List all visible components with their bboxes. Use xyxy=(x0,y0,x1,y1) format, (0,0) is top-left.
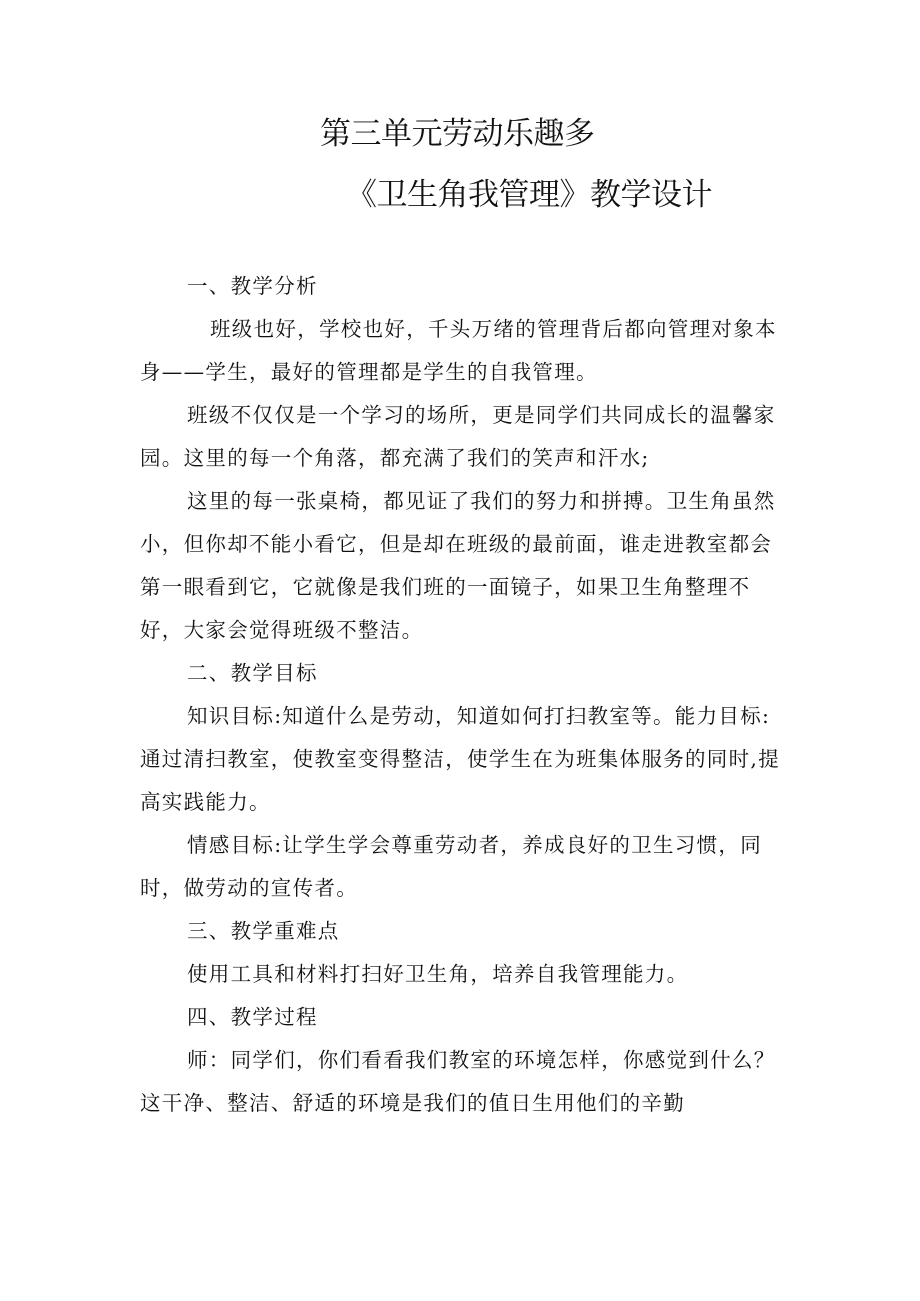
document-title-line-1: 第三单元劳动乐趣多 xyxy=(320,116,595,152)
paragraph: 这里的每一张桌椅，都见证了我们的努力和拼搏。卫生角虽然小，但你却不能小看它，但是却在班级的最前面，谁走进教室都会第一眼看到它，它就像是我们班的一面镜子，如果卫生角整理不好，大家会觉得班级不整洁。 xyxy=(140,489,776,642)
paragraph: 知识目标:知道什么是劳动，知道如何打扫教室等。能力目标:通过清扫教室，使教室变得整洁，使学生在为班集体服务的同时,提高实践能力。 xyxy=(140,704,781,814)
section-heading-process: 四、教学过程 xyxy=(187,1005,318,1029)
paragraph: 使用工具和材料打扫好卫生角，培养自我管理能力。 xyxy=(187,962,689,986)
paragraph: 班级也好，学校也好，千头万绪的管理背后都向管理对象本身——学生，最好的管理都是学生的自我管理。 xyxy=(140,317,777,384)
paragraph: 情感目标:让学生学会尊重劳动者，养成良好的卫生习惯，同时，做劳动的宣传者。 xyxy=(140,833,763,900)
section-heading-objectives: 二、教学目标 xyxy=(187,661,318,685)
paragraph: 师：同学们，你们看看我们教室的环境怎样，你感觉到什么？这干净、整洁、舒适的环境是我们的值日生用他们的辛勤 xyxy=(140,1048,776,1115)
paragraph: 班级不仅仅是一个学习的场所，更是同学们共同成长的温馨家园。这里的每一个角落，都充满了我们的笑声和汗水; xyxy=(140,403,776,470)
section-heading-analysis: 一、教学分析 xyxy=(187,274,318,298)
document-title-line-2: 《卫生角我管理》教学设计 xyxy=(346,177,712,213)
document-body xyxy=(140,265,780,1125)
section-heading-key-points: 三、教学重难点 xyxy=(187,919,340,943)
